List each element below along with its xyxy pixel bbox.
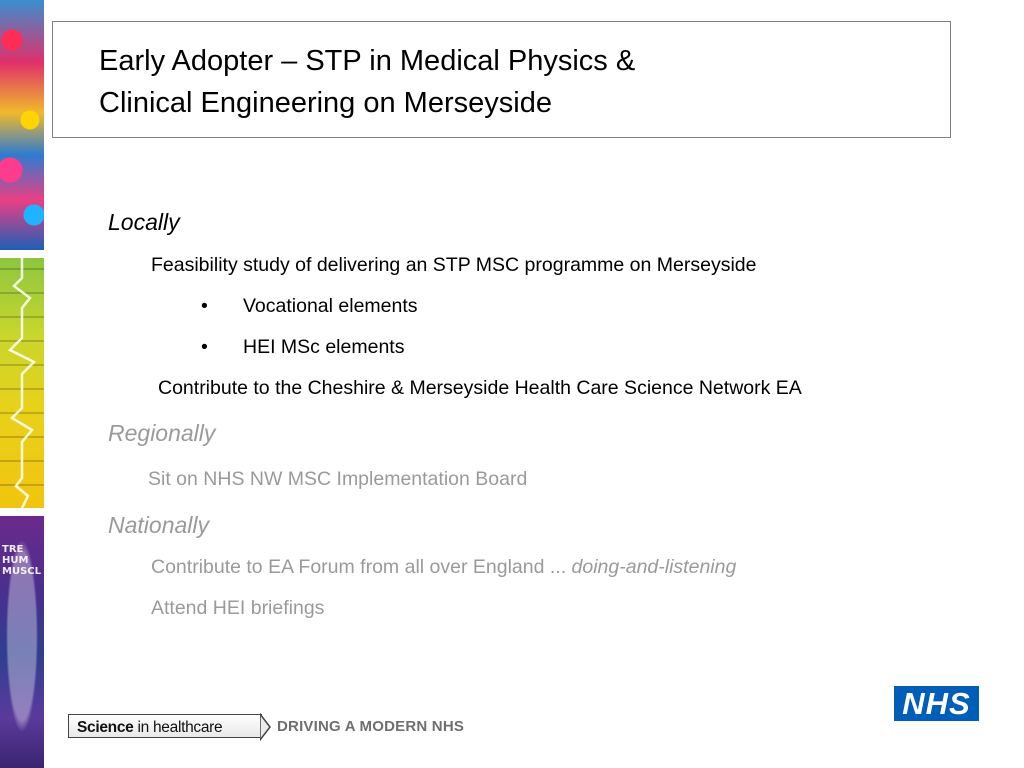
item-feasibility: Feasibility study of delivering an STP MSC programme on Merseyside	[151, 254, 757, 276]
left-decor-image-ecg	[0, 258, 44, 508]
bullet-item-hei	[201, 336, 404, 359]
ea-forum-italic: doing-and-listening	[571, 556, 737, 578]
left-decor-image-bottom	[0, 516, 44, 768]
bullet-icon: •	[201, 336, 208, 358]
title-box	[52, 21, 951, 138]
left-strip-text: TRE HUM MUSCL	[2, 544, 41, 577]
bullet-item-vocational	[201, 295, 418, 318]
left-decor-image-top	[0, 0, 44, 250]
item-hei-briefings: Attend HEI briefings	[151, 597, 325, 619]
logo-arrow-icon	[260, 712, 272, 742]
logo-text-bold: Science	[77, 719, 134, 736]
tagline: DRIVING A MODERN NHS	[277, 718, 465, 735]
bullet-icon: •	[201, 295, 208, 317]
nhs-logo: NHS	[894, 686, 979, 721]
heading-nationally: Nationally	[108, 512, 209, 538]
heading-locally: Locally	[108, 209, 180, 235]
bullet-text: HEI MSc elements	[243, 336, 405, 358]
ecg-trace-icon	[0, 258, 44, 508]
ea-forum-text: Contribute to EA Forum from all over England ...	[151, 556, 572, 578]
logo-box	[68, 714, 262, 738]
bullet-text: Vocational elements	[243, 295, 418, 317]
item-implementation-board: Sit on NHS NW MSC Implementation Board	[148, 468, 528, 490]
logo-text	[77, 719, 222, 737]
slide-title: Early Adopter – STP in Medical Physics & Clinical Engineering on Merseyside	[99, 45, 636, 119]
item-ea-forum	[151, 556, 736, 579]
logo-text-rest: in healthcare	[133, 719, 223, 736]
item-contribute-network: Contribute to the Cheshire & Merseyside Health Care Science Network EA	[158, 377, 802, 399]
heading-regionally: Regionally	[108, 420, 216, 446]
